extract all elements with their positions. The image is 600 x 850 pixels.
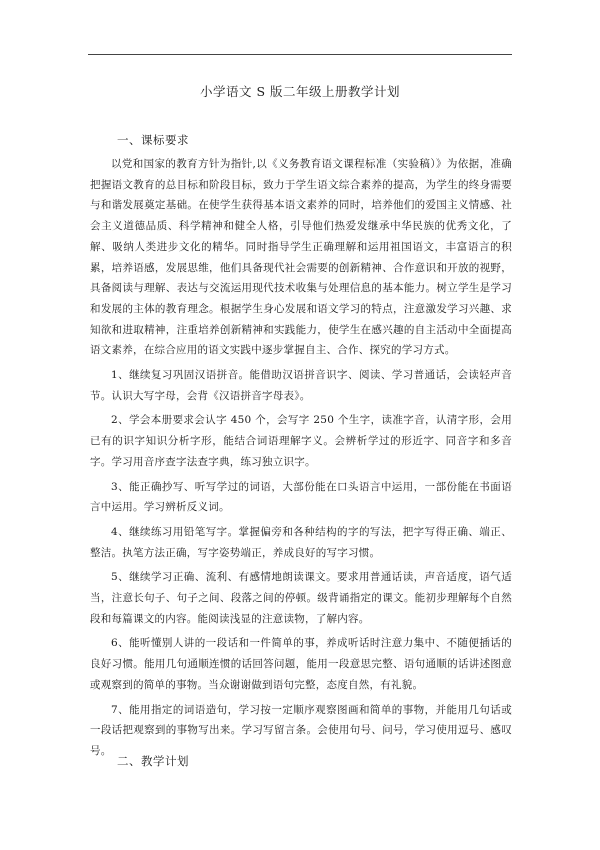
- requirement-item-3: 3、能正确抄写、听写学过的词语，大部份能在口头语言中运用，一部份能在书面语言中运用。学习辨析反义词。: [90, 480, 512, 514]
- requirement-item-7: 7、能用指定的词语造句，学习按一定顺序观察图画和简单的事物，并能用几句话或一段话把观察到的事物写出来。学习写留言条。会使用句号、问号，学习使用逗号、感叹号。: [90, 703, 512, 757]
- document-title: 小学语文 S 版二年级上册教学计划: [199, 84, 400, 99]
- requirement-item-5: 5、继续学习正确、流利、有感情地朗读课文。要求用普通话读，声音适度，语气适当，注意长句子、句子之间、段落之间的停顿。级背诵指定的课文。能初步理解每个自然段和每篇课文的内容。能阅读浅显的注意读物，了解内容。: [90, 571, 512, 625]
- intro-paragraph: 以党和国家的教育方针为指针,以《义务教育语文课程标准（实验稿）》为依据，准确把握语文教育的总目标和阶段目标，致力于学生语文综合素养的提高，为学生的终身需要与和谐发展奠定基础。在使学生获得基本语文素养的同时，培养他们的爱国主义情感、社会主义道德品质、科学精神和健全人格，引导他们热爱发继承中华民族的优秀文化，了解、吸纳人类进步文化的精华。同时指导学生正确理解和运用祖国语文，丰富语言的积累，培养语感，发展思维，他们具备现代社会需要的创新精神、合作意识和开放的视野，具备阅读与理解、表达与交流运用现代技术收集与处理信息的基本能力。树立学生是学习和发展的主体的教育理念。根据学生身心发展和语文学习的特点，注意激发学习兴趣、求知欲和进取精神，注重培养创新精神和实践能力，使学生在感兴趣的自主活动中全面提高语文素养，在综合应用的语文实践中逐步掌握自主、合作、探究的学习方式。: [90, 158, 512, 357]
- header-rule: [88, 54, 512, 55]
- requirement-item-1: 1、继续复习巩固汉语拼音。能借助汉语拼音识字、阅读、学习普通话，会读轻声音节。认识大写字母，会背《汉语拼音字母表》。: [90, 369, 512, 402]
- requirement-item-2: 2、学会本册要求会认字 450 个，会写字 250 个生字，读准字音，认清字形，会用已有的识字知识分析字形，能结合词语理解字义。会辨析学过的形近字、同音字和多音字。学习用音序查字法查字典，练习独立识字。: [90, 414, 512, 468]
- requirement-item-4: 4、继续练习用铅笔写字。掌握偏旁和各种结构的字的写法，把字写得正确、端正、整洁。执笔方法正确，写字姿势端正，养成良好的写字习惯。: [90, 525, 512, 559]
- requirement-item-6: 6、能听懂别人讲的一段话和一件简单的事，养成听话时注意力集中、不随便插话的良好习惯。能用几句通顺连惯的话回答问题，能用一段意思完整、语句通顺的话讲述图意或观察到的简单的事物。当众谢谢做到语句完整，态度自然，有礼貌。: [90, 637, 512, 691]
- section-heading-plan: 二、教学计划: [117, 754, 189, 768]
- section-body-standards: [90, 154, 512, 766]
- section-heading-standards: 一、课标要求: [117, 133, 189, 147]
